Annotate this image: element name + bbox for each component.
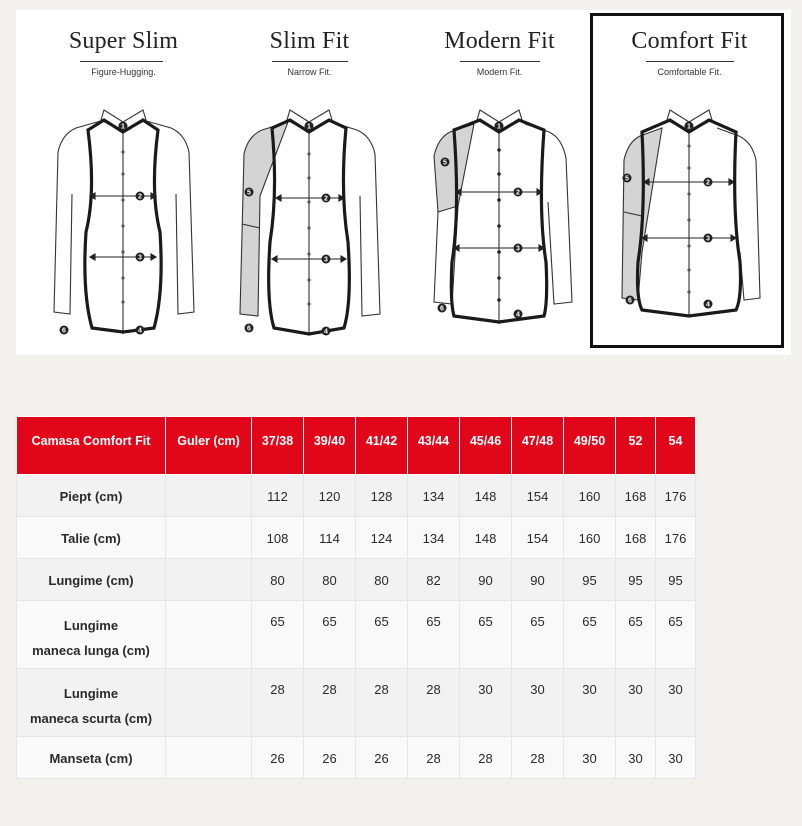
- marker-2-label: 2: [324, 195, 328, 203]
- marker-5-label: 5: [625, 175, 629, 183]
- row-label-line1: Lungime (cm): [48, 573, 134, 588]
- marker-4-label: 4: [324, 328, 328, 336]
- marker-3-label: 3: [516, 245, 520, 253]
- fit-title: Slim Fit: [269, 28, 350, 54]
- size-value-cell: 108: [252, 517, 304, 559]
- size-value-cell: 65: [616, 601, 656, 669]
- row-label: [17, 559, 166, 601]
- row-label-line1: Manseta (cm): [49, 751, 133, 766]
- fit-subtitle: Figure-Hugging.: [91, 67, 156, 77]
- size-value-cell: 65: [512, 601, 564, 669]
- table-row: [17, 475, 696, 517]
- size-value-cell: 30: [460, 669, 512, 737]
- marker-2-label: 2: [138, 193, 142, 201]
- header-size: 54: [656, 417, 696, 475]
- header-size: 47/48: [512, 417, 564, 475]
- size-value-cell: 168: [616, 475, 656, 517]
- size-value-cell: 80: [356, 559, 408, 601]
- size-value-cell: 112: [252, 475, 304, 517]
- size-value-cell: 30: [512, 669, 564, 737]
- size-value-cell: 82: [408, 559, 460, 601]
- size-value-cell: 148: [460, 475, 512, 517]
- size-value-cell: 65: [564, 601, 616, 669]
- marker-5-label: 5: [443, 159, 447, 167]
- table-row: [17, 669, 696, 737]
- marker-1-label: 1: [497, 123, 501, 131]
- size-value-cell: 95: [564, 559, 616, 601]
- size-value-cell: 28: [408, 737, 460, 779]
- table-row: [17, 559, 696, 601]
- size-value-cell: 28: [460, 737, 512, 779]
- row-label-line2: maneca scurta (cm): [29, 711, 153, 726]
- size-value-cell: 30: [616, 737, 656, 779]
- shirt-modern-fit-diagram: [412, 102, 587, 340]
- guler-cell: [166, 475, 252, 517]
- row-label: [17, 737, 166, 779]
- row-label: [17, 669, 166, 737]
- size-value-cell: 30: [564, 669, 616, 737]
- size-table: [16, 416, 696, 779]
- table-row: [17, 737, 696, 779]
- size-value-cell: 95: [616, 559, 656, 601]
- marker-4-label: 4: [138, 327, 142, 335]
- size-value-cell: 28: [512, 737, 564, 779]
- table-body: [17, 475, 696, 779]
- row-label-line2: maneca lunga (cm): [32, 643, 150, 658]
- size-value-cell: 134: [408, 517, 460, 559]
- size-value-cell: 168: [616, 517, 656, 559]
- row-label-line1: Talie (cm): [61, 531, 121, 546]
- marker-5-label: 5: [247, 189, 251, 197]
- marker-1-label: 1: [687, 123, 691, 131]
- size-value-cell: 80: [252, 559, 304, 601]
- size-value-cell: 65: [408, 601, 460, 669]
- size-value-cell: 154: [512, 475, 564, 517]
- size-value-cell: 128: [356, 475, 408, 517]
- fit-divider: [80, 61, 163, 62]
- size-value-cell: 26: [304, 737, 356, 779]
- size-value-cell: 114: [304, 517, 356, 559]
- header-size: 52: [616, 417, 656, 475]
- size-value-cell: 65: [356, 601, 408, 669]
- fit-subtitle: Comfortable Fit.: [657, 67, 722, 77]
- marker-3-label: 3: [324, 256, 328, 264]
- header-shirt-fit: [17, 417, 166, 475]
- marker-1-label: 1: [121, 123, 125, 131]
- shirt-slim-fit-diagram: [222, 102, 397, 340]
- size-value-cell: 160: [564, 517, 616, 559]
- guler-cell: [166, 601, 252, 669]
- marker-3-label: 3: [706, 235, 710, 243]
- table-row: [17, 517, 696, 559]
- size-value-cell: 26: [356, 737, 408, 779]
- size-value-cell: 80: [304, 559, 356, 601]
- guler-cell: [166, 517, 252, 559]
- size-value-cell: 176: [656, 517, 696, 559]
- fit-title: Super Slim: [68, 28, 179, 54]
- size-value-cell: 28: [408, 669, 460, 737]
- size-value-cell: 30: [656, 737, 696, 779]
- size-value-cell: 28: [252, 669, 304, 737]
- guler-cell: [166, 669, 252, 737]
- size-value-cell: 90: [460, 559, 512, 601]
- size-value-cell: 65: [304, 601, 356, 669]
- marker-4-label: 4: [516, 311, 520, 319]
- fit-slim-fit: [212, 10, 407, 355]
- marker-4-label: 4: [706, 301, 710, 309]
- row-label-line1: Lungime: [63, 618, 119, 633]
- header-size: 39/40: [304, 417, 356, 475]
- header-fit-label: Comfort Fit: [83, 434, 151, 448]
- size-value-cell: 30: [656, 669, 696, 737]
- header-size: 45/46: [460, 417, 512, 475]
- selected-fit-highlight-box: [590, 13, 784, 348]
- table-row: [17, 601, 696, 669]
- shirt-super-slim-diagram: [36, 102, 211, 340]
- header-size: 43/44: [408, 417, 460, 475]
- marker-1-label: 1: [307, 123, 311, 131]
- size-value-cell: 134: [408, 475, 460, 517]
- guler-cell: [166, 737, 252, 779]
- row-label-line1: Piept (cm): [59, 489, 123, 504]
- row-label: [17, 517, 166, 559]
- marker-6-label: 6: [440, 305, 444, 313]
- size-value-cell: 65: [656, 601, 696, 669]
- fit-divider: [272, 61, 348, 62]
- row-label-line1: Lungime: [63, 686, 119, 701]
- marker-6-label: 6: [62, 327, 66, 335]
- size-value-cell: 65: [252, 601, 304, 669]
- header-shirt-label: Camasa: [31, 434, 80, 448]
- fit-subtitle: Narrow Fit.: [287, 67, 332, 77]
- size-value-cell: 120: [304, 475, 356, 517]
- marker-2-label: 2: [706, 179, 710, 187]
- size-value-cell: 26: [252, 737, 304, 779]
- table-header-row: [17, 417, 696, 475]
- header-size: 37/38: [252, 417, 304, 475]
- size-value-cell: 124: [356, 517, 408, 559]
- fit-divider: [460, 61, 540, 62]
- size-value-cell: 90: [512, 559, 564, 601]
- fit-modern-fit: [402, 10, 597, 355]
- fit-title: Comfort Fit: [631, 28, 748, 54]
- marker-6-label: 6: [247, 325, 251, 333]
- size-value-cell: 30: [564, 737, 616, 779]
- row-label: [17, 475, 166, 517]
- size-value-cell: 148: [460, 517, 512, 559]
- size-value-cell: 160: [564, 475, 616, 517]
- marker-3-label: 3: [138, 254, 142, 262]
- marker-2-label: 2: [516, 189, 520, 197]
- size-value-cell: 28: [356, 669, 408, 737]
- size-value-cell: 30: [616, 669, 656, 737]
- size-value-cell: 154: [512, 517, 564, 559]
- row-label: [17, 601, 166, 669]
- size-value-cell: 95: [656, 559, 696, 601]
- header-size: 41/42: [356, 417, 408, 475]
- size-value-cell: 65: [460, 601, 512, 669]
- size-value-cell: 176: [656, 475, 696, 517]
- fit-super-slim: [26, 10, 221, 355]
- guler-cell: [166, 559, 252, 601]
- marker-6-label: 6: [628, 297, 632, 305]
- header-size: 49/50: [564, 417, 616, 475]
- header-guler: Guler (cm): [166, 417, 252, 475]
- size-value-cell: 28: [304, 669, 356, 737]
- fit-title: Modern Fit: [444, 28, 555, 54]
- fit-subtitle: Modern Fit.: [476, 67, 523, 77]
